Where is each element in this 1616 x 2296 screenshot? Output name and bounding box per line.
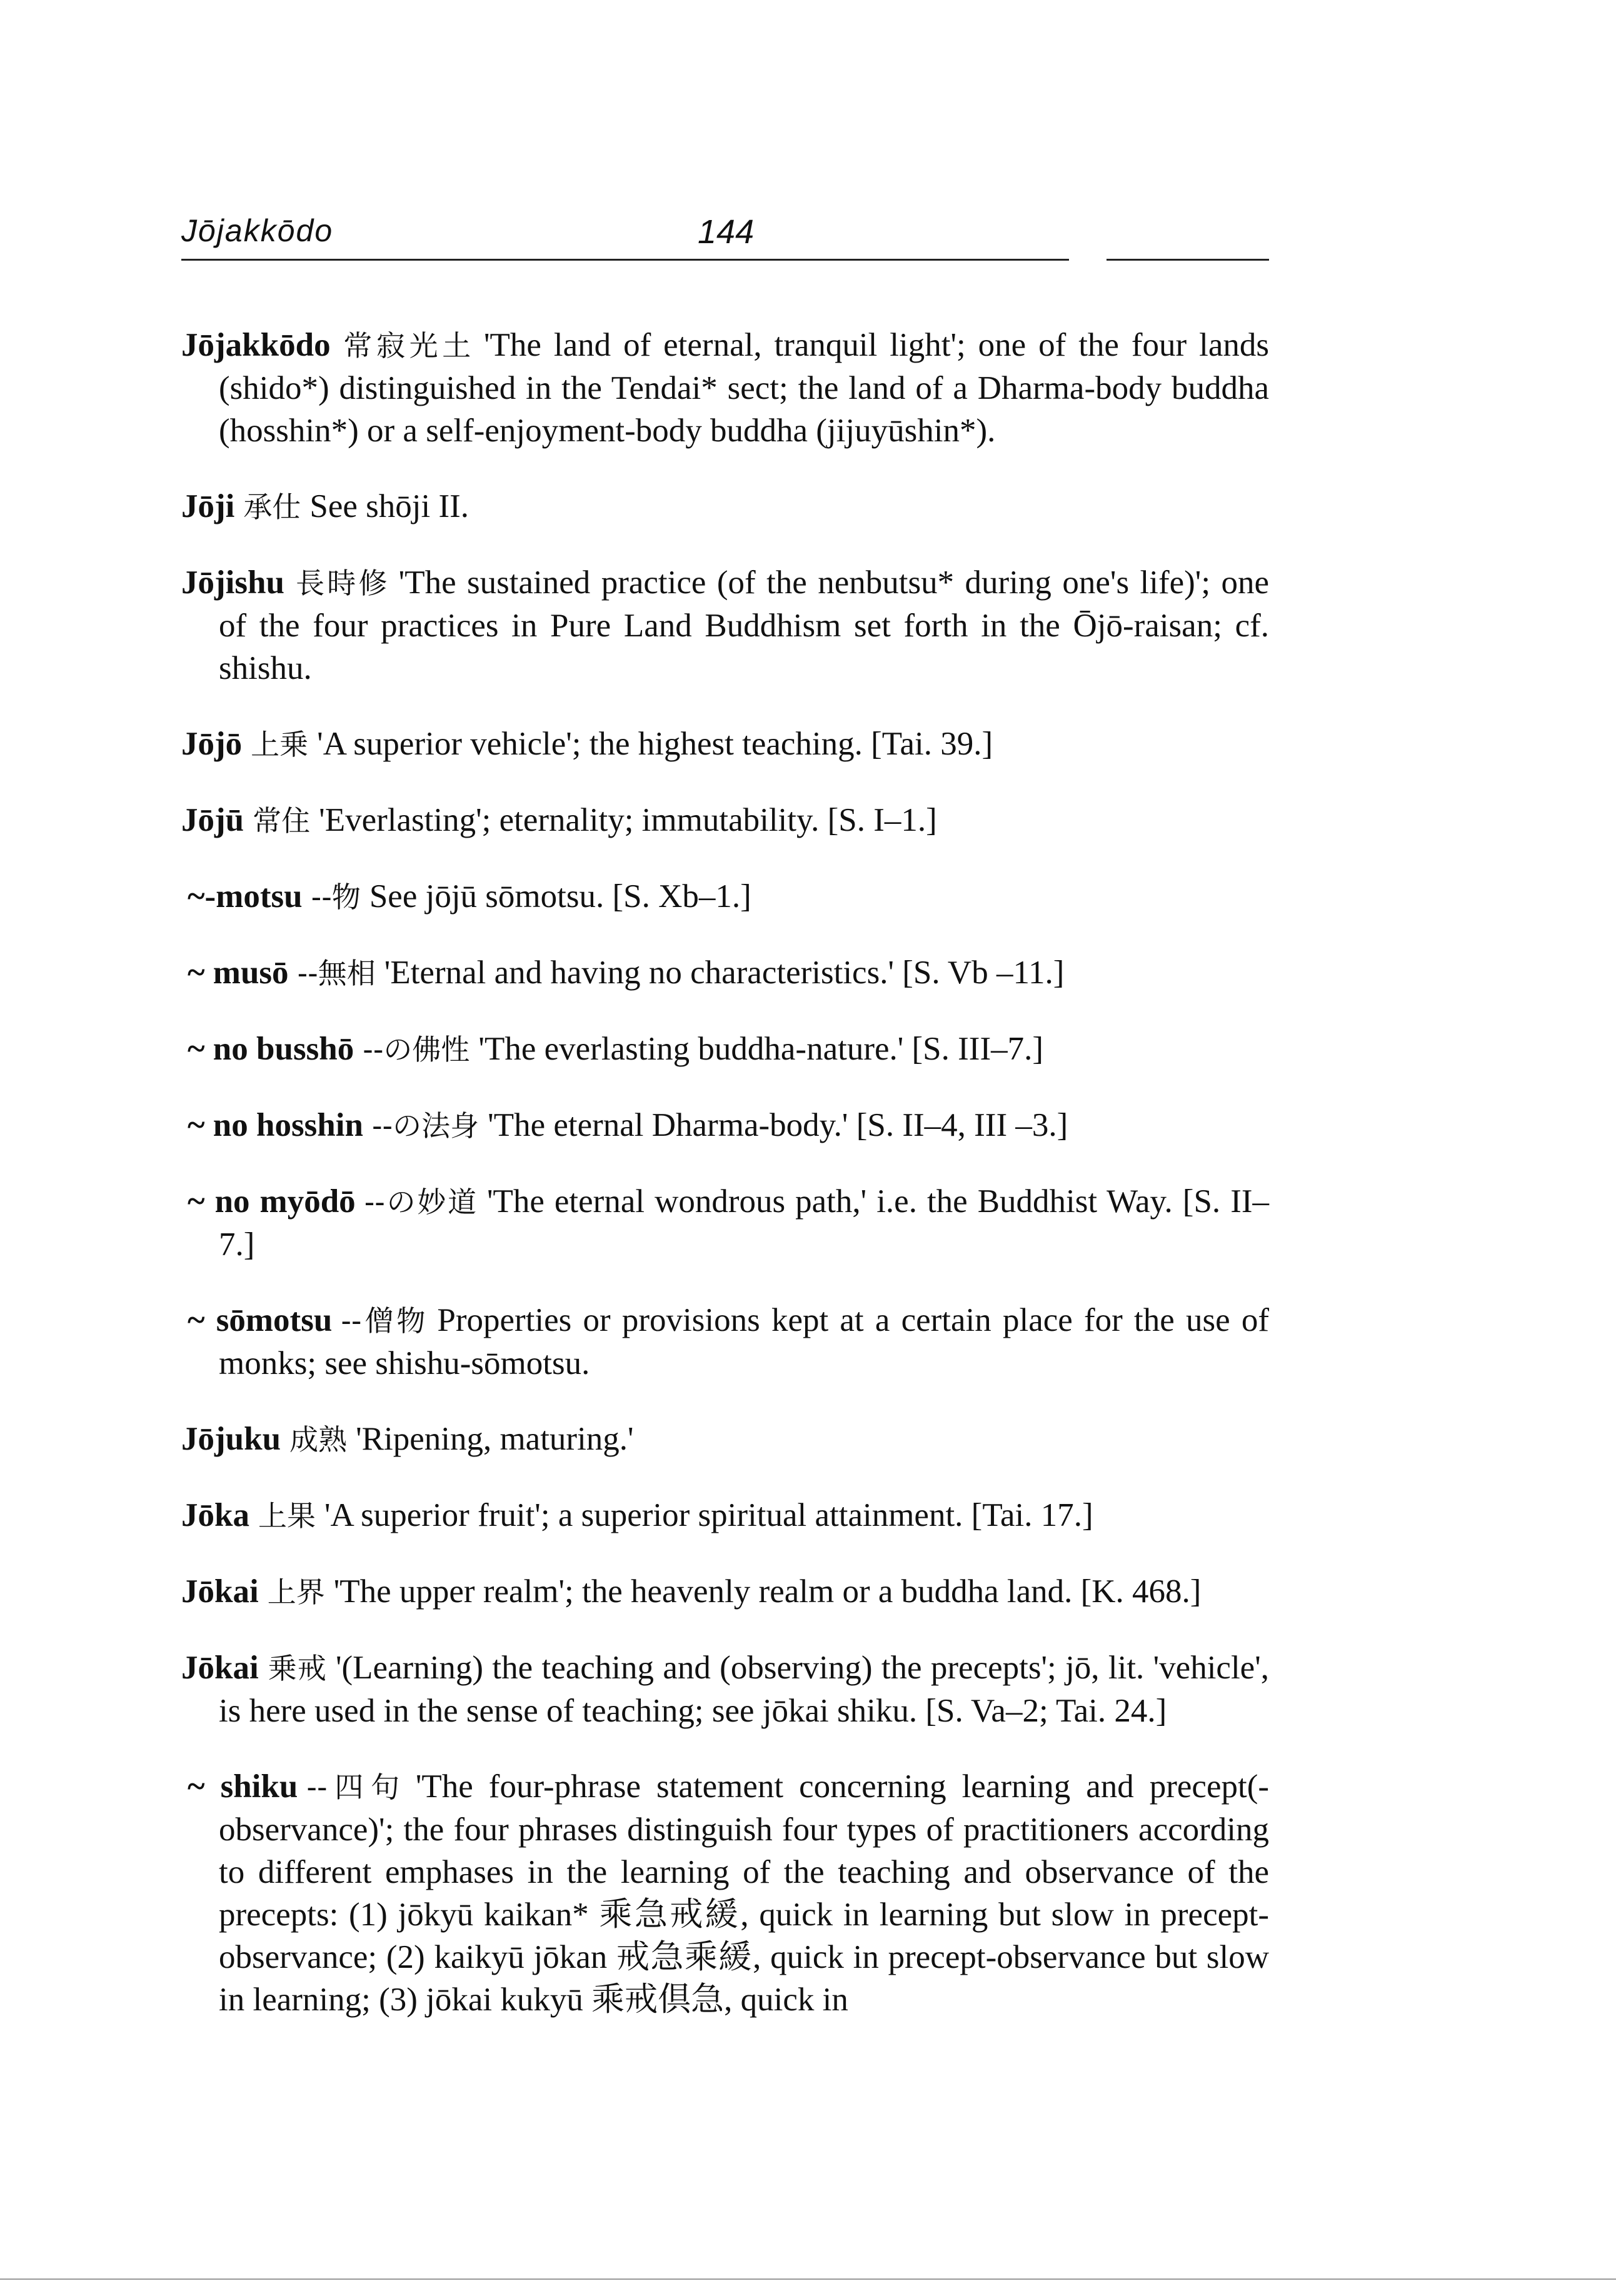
entry-joka	[181, 1494, 1269, 1537]
definition: See shōji II.	[309, 488, 469, 524]
headword: Jōjuku	[181, 1421, 281, 1457]
definition: 'Eternal and having no characteristics.' [S. Vb –11.]	[384, 955, 1065, 991]
definition: 'The upper realm'; the heavenly realm or a buddha land. [K. 468.]	[333, 1573, 1202, 1610]
definition: 'The four-phrase statement concerning learning and precept(-observance)'; the four phrases distinguish four types of practitioners according to different emphases in the learning of the teaching and observance of the precepts: (1) jōkyū kaikan* 乘急戒緩, quick in learning but slow in precept-observance; (2) kaikyū jōkan 戒急乘緩, quick in precept-observance but slow in learning; (3) jōkai kukyū 乘戒倶急, quick in	[219, 1768, 1270, 2018]
headword: ~ no busshō	[188, 1031, 354, 1067]
definition: See jōjū sōmotsu. [S. Xb–1.]	[369, 878, 751, 915]
headword: ~ no myōdō	[188, 1183, 356, 1220]
kanji: --物	[311, 880, 361, 914]
kanji: 常住	[253, 804, 311, 838]
kanji: --四句	[306, 1770, 407, 1804]
entry-list	[181, 291, 1269, 2028]
headword: ~-motsu	[188, 878, 303, 915]
headword: Jōjū	[181, 802, 244, 838]
header-rule-left	[181, 259, 1069, 261]
scan-bottom-edge	[0, 2278, 1616, 2280]
headword: ~ musō	[188, 955, 289, 991]
kanji: 成熟	[289, 1423, 348, 1456]
kanji: --僧物	[341, 1304, 429, 1338]
entry-jokai-precepts	[181, 1647, 1269, 1732]
definition: 'The sustained practice (of the nenbutsu* during one's life)'; one of the four practices in Pure Land Buddhism set forth in the Ōjō-raisan; cf. shishu.	[219, 564, 1269, 686]
headword: Jōjō	[181, 726, 243, 762]
kanji: 上界	[267, 1575, 325, 1609]
definition: 'The land of eternal, tranquil light'; one of the four lands (shido*) distinguished in the Tendai* sect; the land of a Dharma-body buddha (hosshin*) or a self-enjoyment-body buddha (jijuyūshin*).	[219, 327, 1269, 449]
kanji: 上果	[258, 1499, 316, 1533]
entry-joji	[181, 485, 1269, 528]
definition: 'Ripening, maturing.'	[356, 1421, 634, 1457]
definition: Properties or provisions kept at a certain place for the use of monks; see shishu-sōmotsu.	[219, 1302, 1269, 1381]
subentry-joju-muso	[181, 951, 1269, 995]
kanji: 上乗	[251, 728, 309, 761]
header-rule-right	[1107, 259, 1269, 261]
page-number: 144	[698, 213, 755, 251]
running-title: Jōjakkōdo	[181, 213, 334, 248]
definition: 'The eternal wondrous path,' i.e. the Buddhist Way. [S. II–7.]	[219, 1183, 1269, 1263]
kanji: --の法身	[371, 1109, 479, 1143]
subentry-joju-somotsu	[181, 1299, 1269, 1385]
running-head	[181, 206, 1269, 263]
headword: ~ shiku	[188, 1768, 298, 1805]
headword: Jōkai	[181, 1573, 259, 1610]
definition: 'Everlasting'; eternality; immutability. [S. I–1.]	[319, 802, 937, 838]
subentry-joju-no-hosshin	[181, 1104, 1269, 1147]
headword: ~ sōmotsu	[188, 1302, 333, 1338]
entry-jojakkodo	[181, 324, 1269, 452]
headword: Jōji	[181, 488, 235, 524]
subentry-joju-no-bussho	[181, 1028, 1269, 1071]
headword: ~ no hosshin	[188, 1107, 363, 1143]
entry-jokai-realm	[181, 1570, 1269, 1613]
kanji: --の佛性	[363, 1033, 470, 1066]
subentry-joju-motsu	[181, 875, 1269, 918]
headword: Jōjakkōdo	[181, 327, 331, 363]
entry-jojo	[181, 723, 1269, 766]
definition: 'The everlasting buddha-nature.' [S. III–7.]	[478, 1031, 1044, 1067]
kanji: --無相	[297, 956, 376, 990]
entry-jojishu	[181, 561, 1269, 689]
kanji: 乗戒	[267, 1652, 327, 1685]
kanji: 常寂光土	[339, 329, 475, 363]
kanji: 承仕	[243, 490, 301, 524]
entry-joju	[181, 799, 1269, 842]
definition: 'A superior fruit'; a superior spiritual attainment. [Tai. 17.]	[324, 1497, 1093, 1533]
headword: Jōka	[181, 1497, 249, 1533]
subentry-jokai-shiku	[181, 1765, 1269, 2021]
kanji: 長時修	[293, 566, 390, 600]
definition: '(Learning) the teaching and (observing) the precepts'; jō, lit. 'vehicle', is here used in the sense of teaching; see jōkai shiku. [S. Va–2; Tai. 24.]	[219, 1650, 1269, 1729]
entry-jojuku	[181, 1418, 1269, 1461]
subentry-joju-no-myodo	[181, 1180, 1269, 1266]
definition: 'A superior vehicle'; the highest teaching. [Tai. 39.]	[317, 726, 993, 762]
headword: Jōkai	[181, 1650, 259, 1686]
kanji: --の妙道	[364, 1185, 478, 1219]
definition: 'The eternal Dharma-body.' [S. II–4, III –3.]	[488, 1107, 1068, 1143]
headword: Jōjishu	[181, 564, 284, 601]
